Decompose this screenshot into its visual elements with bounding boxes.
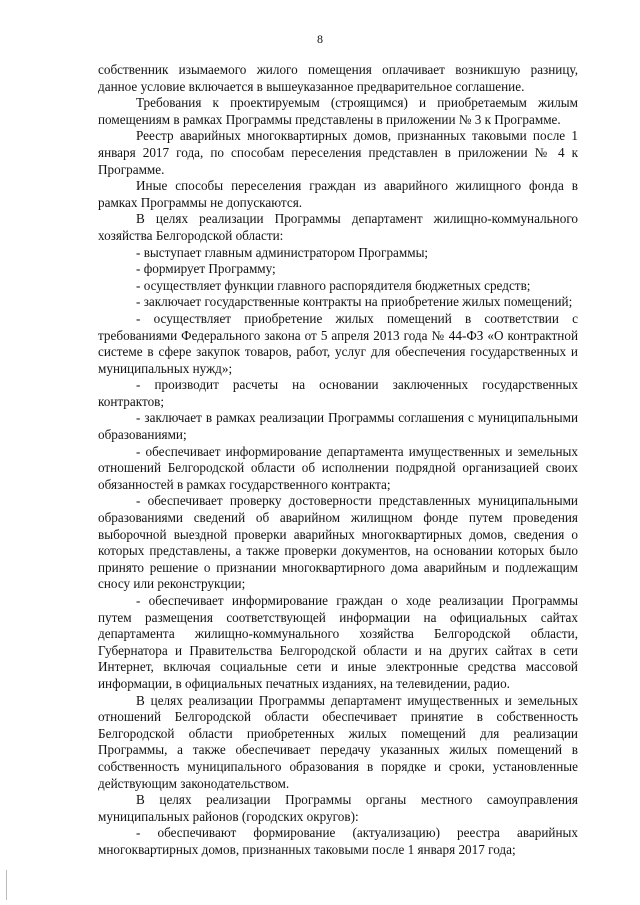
list-item: - выступает главным администратором Программы; (136, 244, 429, 260)
paragraph-continuation: собственник изымаемого жилого помещения оплачивает возникшую разницу, данное условие включается в вышеуказанное предварительное соглашение. (98, 62, 578, 94)
paragraph-local-authorities-intro: В целях реализации Программы органы местного самоуправления муниципальных районов (городских округов): (98, 792, 578, 824)
paragraph-requirements: Требования к проектируемым (строящимся) и приобретаемым жилым помещениям в рамках Программы представлены в приложении № 3 к Программе. (98, 95, 578, 127)
paragraph-property-department: В целях реализации Программы департамент имущественных и земельных отношений Белгородской области обеспечивает принятие в собственность Белгородской области приобретенных жилых помещений для реализации Программы, а также обеспечивает передачу указанных жилых помещений в собственность муниципального образования в порядке и сроки, установленные действующим законодательством. (98, 692, 578, 791)
list-item: - обеспечивает проверку достоверности представленных муниципальными образованиями сведений об аварийном жилищном фонде путем проведения выборочной выездной проверки аварийных многоквартирных домов, сведения о которых представлены, а также проверки документов, на основании которых было принято решение о признании многоквартирного дома аварийным и подлежащим сносу или реконструкции; (98, 493, 578, 592)
list-item: - формирует Программу; (136, 261, 276, 277)
list-item: - производит расчеты на основании заключенных государственных контрактов; (98, 377, 578, 409)
list-item: - осуществляет приобретение жилых помещений в соответствии с требованиями Федерального закона от 5 апреля 2013 года № 44-ФЗ «О контрактной системе в сфере закупок товаров, работ, услуг для обеспечения государственных и муниципальных нужд»; (98, 310, 578, 376)
list-item: - обеспечивают формирование (актуализацию) реестра аварийных многоквартирных домов, признанных таковыми после 1 января 2017 года; (98, 825, 578, 857)
page-number: 8 (317, 32, 323, 46)
document-body (98, 62, 578, 859)
list-item: - заключает государственные контракты на приобретение жилых помещений; (136, 294, 573, 310)
paragraph-registry: Реестр аварийных многоквартирных домов, признанных таковыми после 1 января 2017 года, по способам переселения представлен в приложении № 4 к Программе. (98, 128, 578, 177)
list-item: - обеспечивает информирование департамента имущественных и земельных отношений Белгородской области об исполнении подрядной организацией своих обязанностей в рамках государственного контракта; (98, 443, 578, 492)
list-item: - осуществляет функции главного распорядителя бюджетных средств; (136, 277, 531, 293)
paragraph-other-methods: Иные способы переселения граждан из аварийного жилищного фонда в рамках Программы не допускаются. (98, 178, 578, 210)
paragraph-department-intro: В целях реализации Программы департамент жилищно-коммунального хозяйства Белгородской области: (98, 211, 578, 243)
scan-edge-mark (6, 870, 11, 900)
list-item: - заключает в рамках реализации Программы соглашения с муниципальными образованиями; (98, 410, 578, 443)
list-item: - обеспечивает информирование граждан о ходе реализации Программы путем размещения соответствующей информации на официальных сайтах департамента жилищно-коммунального хозяйства Белгородской области, Губернатора и Правительства Белгородской области и на других сайтах в сети Интернет, включая социальные сети и иные электронные средства массовой информации, в официальных печатных изданиях, на телевидении, радио. (98, 593, 578, 691)
